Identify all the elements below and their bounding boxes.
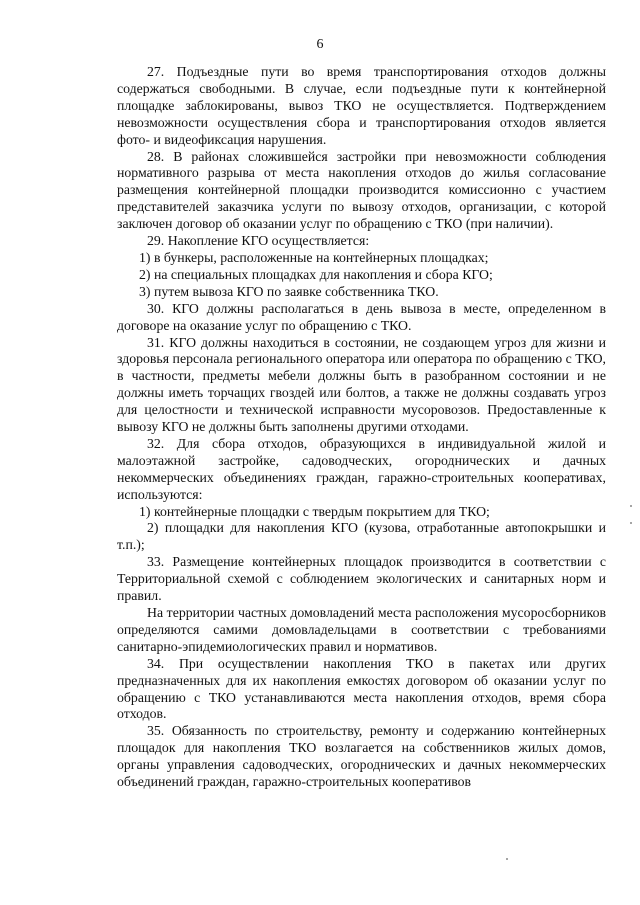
- paragraph-32: 32. Для сбора отходов, образующихся в индивидуальной жилой и малоэтажной застройке, садоводческих, огороднических и дачных некоммерческих объединениях граждан, гаражно-строительных кооперативах, используются:: [117, 435, 606, 502]
- page-number: 6: [316, 37, 324, 52]
- paragraph-27: 27. Подъездные пути во время транспортирования отходов должны содержаться свободными. В случае, если подъездные пути к контейнерной площадке заблокированы, вывоз ТКО не осуществляется. Подтверждением невозможности осуществления сбора и транспортирования отходов является фото- и видеофиксация нарушения.: [117, 64, 606, 147]
- list-item-29-1: 1) в бункеры, расположенные на контейнерных площадках;: [139, 249, 489, 265]
- document-body: [117, 64, 606, 791]
- list-item-32-2: 2) площадки для накопления КГО (кузова, отработанные автопокрышки и т.п.);: [117, 520, 606, 553]
- list-item-32-1: 1) контейнерные площадки с твердым покрытием для ТКО;: [139, 503, 490, 519]
- paragraph-35: 35. Обязанность по строительству, ремонту и содержанию контейнерных площадок для накопления ТКО возлагается на собственников жилых домов, органы управления садоводческих, огороднических и дачных некоммерческих объединений граждан, гаражно-строительных кооперативов: [117, 723, 606, 790]
- list-item-29-2: 2) на специальных площадках для накопления и сбора КГО;: [139, 266, 493, 282]
- paragraph-33-continued: На территории частных домовладений места расположения мусоросборников определяются самими домовладельцами в соответствии с требованиями санитарно-эпидемиологических правил и нормативов.: [117, 605, 606, 654]
- paragraph-33: 33. Размещение контейнерных площадок производится в соответствии с Территориальной схемой с соблюдением экологических и санитарных норм и правил.: [117, 554, 606, 604]
- paragraph-28: 28. В районах сложившейся застройки при невозможности соблюдения нормативного разрыва от места накопления отходов до жилья согласование размещения контейнерной площадки производится комиссионно с участием представителей заказчика услуги по вывозу отходов, организации, с которой заключен договор об оказании услуг по обращению с ТКО (при наличии).: [117, 148, 606, 232]
- paragraph-30: 30. КГО должны располагаться в день вывоза в месте, определенном в договоре на оказание услуг по обращению с ТКО.: [117, 300, 606, 333]
- paragraph-31: 31. КГО должны находиться в состоянии, не создающем угроз для жизни и здоровья персонала регионального оператора или оператора по обращению с ТКО, в частности, предметы мебели должны быть в разобранном состоянии и не должны иметь торчащих гвоздей или болтов, а также не должны создавать угроз для целостности и технической исправности мусоровозов. Предоставленные к вывозу КГО не должны быть заполнены другими отходами.: [117, 334, 606, 435]
- scan-speck: [506, 858, 508, 860]
- scan-speck: [630, 505, 632, 507]
- scan-speck: [630, 522, 632, 524]
- paragraph-29: 29. Накопление КГО осуществляется:: [147, 233, 370, 249]
- paragraph-34: 34. При осуществлении накопления ТКО в пакетах или других предназначенных для их накопления емкостях договором об оказании услуг по обращению с ТКО устанавливаются места накопления отходов, время сбора отходов.: [117, 655, 606, 722]
- list-item-29-3: 3) путем вывоза КГО по заявке собственника ТКО.: [139, 283, 439, 299]
